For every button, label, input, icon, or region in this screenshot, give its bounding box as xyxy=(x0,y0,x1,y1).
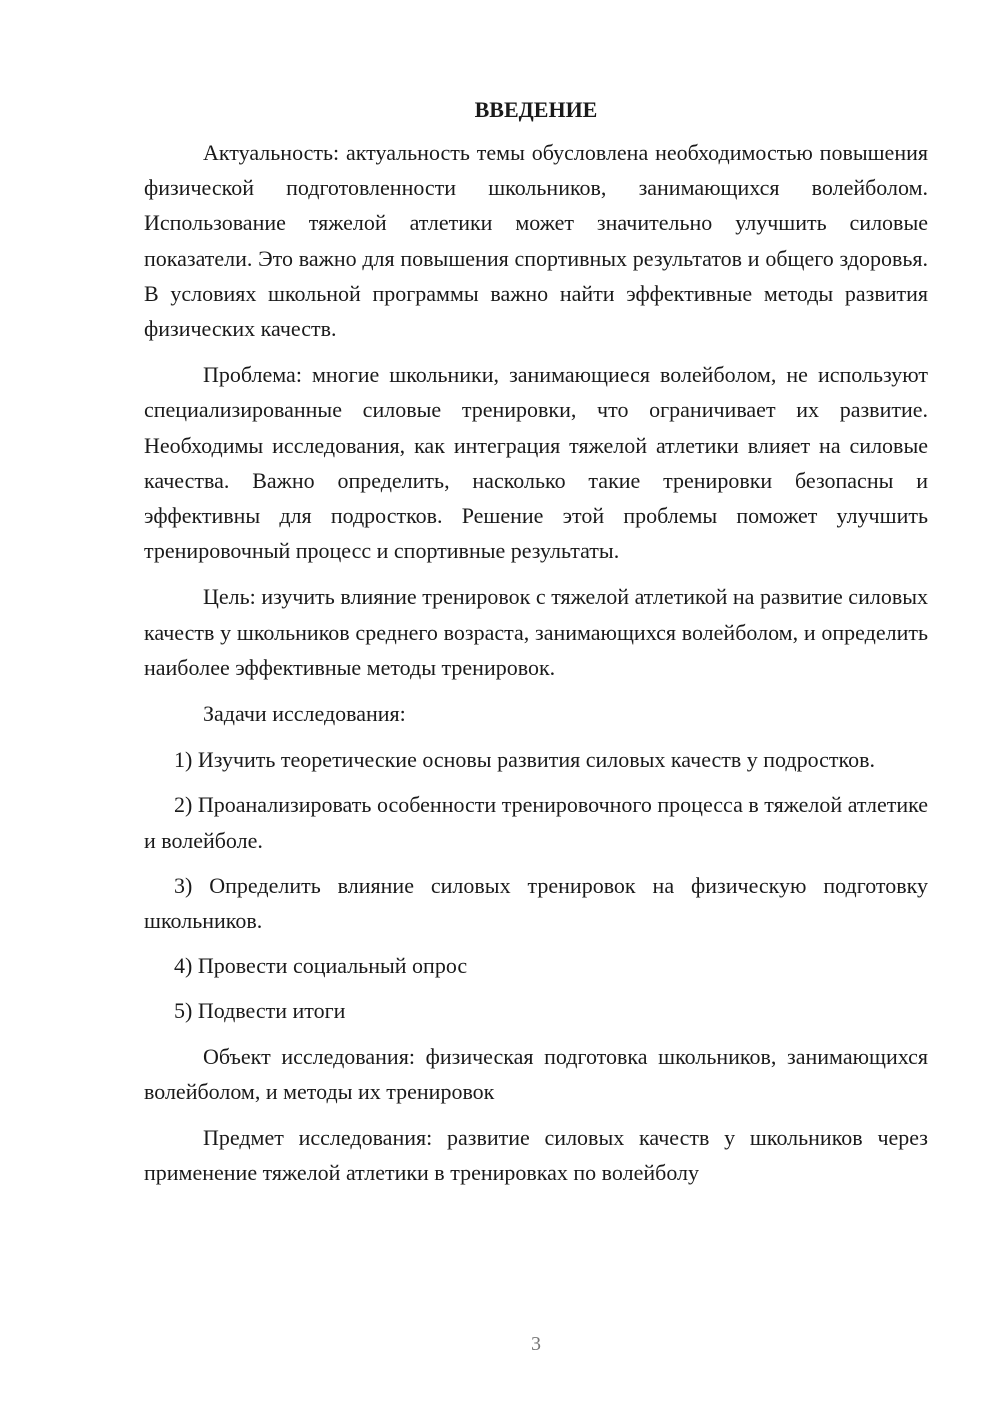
paragraph-subject: Предмет исследования: развитие силовых качеств у школьников через применение тяжелой атлетики в тренировках по волейболу xyxy=(144,1125,928,1186)
paragraph-object: Объект исследования: физическая подготовка школьников, занимающихся волейболом, и методы их тренировок xyxy=(144,1043,928,1104)
paragraph-relevance: Актуальность: актуальность темы обусловлена необходимостью повышения физической подготовленности школьников, занимающихся волейболом. Использование тяжелой атлетики может значительно улучшить силовые показатели. Это важно для повышения спортивных результатов и общего здоровья. В условиях школьной программы важно найти эффективные методы развития физических качеств. xyxy=(144,140,928,342)
task-item-1: 1) Изучить теоретические основы развития силовых качеств у подростков. xyxy=(174,747,875,773)
page-number: 3 xyxy=(531,1333,541,1355)
paragraph-problem: Проблема: многие школьники, занимающиеся волейболом, не используют специализированные силовые тренировки, что ограничивает их развитие. Необходимы исследования, как интеграция тяжелой атлетики влияет на силовые качества. Важно определить, насколько такие тренировки безопасны и эффективны для подростков. Решение этой проблемы поможет улучшить тренировочный процесс и спортивные результаты. xyxy=(144,362,928,564)
paragraph-goal: Цель: изучить влияние тренировок с тяжелой атлетикой на развитие силовых качеств у школьников среднего возраста, занимающихся волейболом, и определить наиболее эффективные методы тренировок. xyxy=(144,584,928,680)
task-item-2: 2) Проанализировать особенности тренировочного процесса в тяжелой атлетике и волейболе. xyxy=(144,792,928,853)
section-title: ВВЕДЕНИЕ xyxy=(474,97,598,122)
document-page xyxy=(144,92,928,1201)
tasks-heading: Задачи исследования: xyxy=(203,701,406,727)
task-item-4: 4) Провести социальный опрос xyxy=(174,953,468,979)
task-item-5: 5) Подвести итоги xyxy=(174,998,346,1024)
task-item-3: 3) Определить влияние силовых тренировок на физическую подготовку школьников. xyxy=(144,872,928,934)
